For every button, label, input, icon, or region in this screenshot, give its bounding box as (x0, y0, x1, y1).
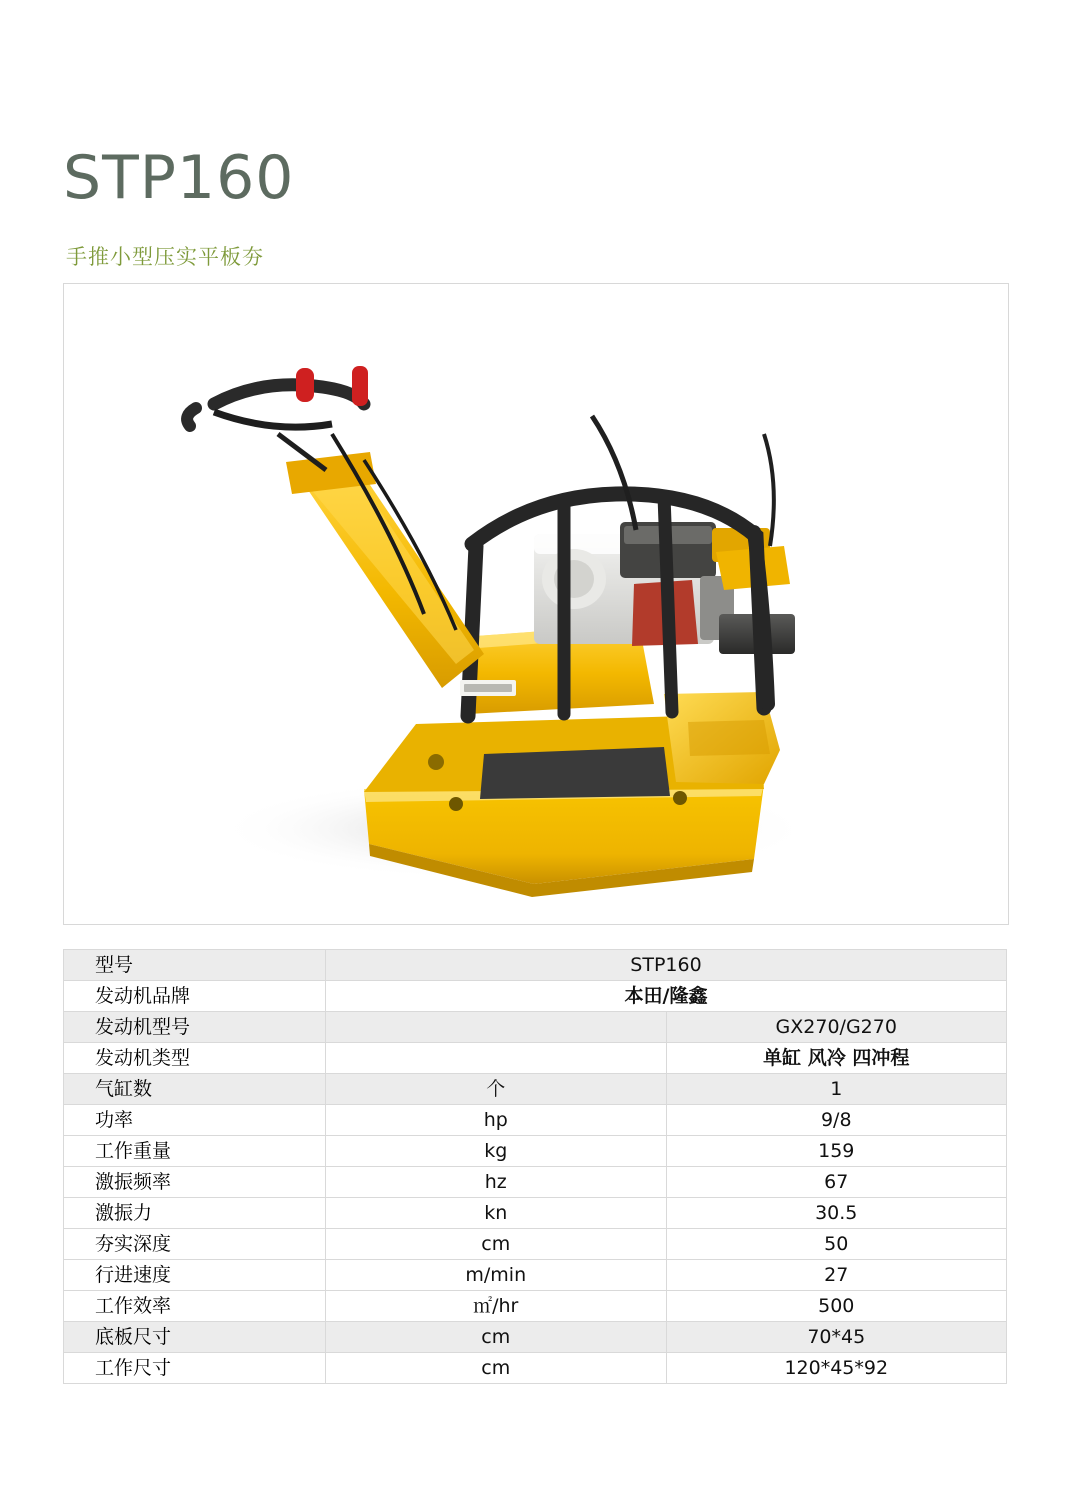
table-row (64, 1198, 1007, 1229)
spec-value: 30.5 (666, 1198, 1007, 1229)
table-row (64, 1353, 1007, 1384)
spec-value: 本田/隆鑫 (326, 981, 1007, 1012)
spec-value: 单缸 风冷 四冲程 (666, 1043, 1007, 1074)
plate-compactor-photo (64, 284, 1008, 924)
spec-value: 50 (666, 1229, 1007, 1260)
table-row (64, 1105, 1007, 1136)
spec-label: 发动机类型 (64, 1043, 326, 1074)
product-image-frame (63, 283, 1009, 925)
spec-label: 发动机型号 (64, 1012, 326, 1043)
specification-table (63, 949, 1007, 1384)
table-row (64, 981, 1007, 1012)
spec-label: 发动机品牌 (64, 981, 326, 1012)
spec-unit: kn (326, 1198, 667, 1229)
spec-value: 27 (666, 1260, 1007, 1291)
table-row (64, 1260, 1007, 1291)
spec-unit (326, 1043, 667, 1074)
spec-unit: m/min (326, 1260, 667, 1291)
spec-unit: 个 (326, 1074, 667, 1105)
spec-label: 工作尺寸 (64, 1353, 326, 1384)
spec-table-body (64, 950, 1007, 1384)
spec-label: 行进速度 (64, 1260, 326, 1291)
spec-unit: hz (326, 1167, 667, 1198)
table-row (64, 1074, 1007, 1105)
spec-unit: cm (326, 1229, 667, 1260)
spec-unit: hp (326, 1105, 667, 1136)
page-title: STP160 (63, 143, 295, 213)
spec-label: 功率 (64, 1105, 326, 1136)
page-subtitle: 手推小型压实平板夯 (66, 245, 264, 269)
spec-unit: ㎡/hr (326, 1291, 667, 1322)
spec-value: 120*45*92 (666, 1353, 1007, 1384)
spec-value: 159 (666, 1136, 1007, 1167)
spec-unit: cm (326, 1322, 667, 1353)
spec-value: 67 (666, 1167, 1007, 1198)
spec-value: 9/8 (666, 1105, 1007, 1136)
table-row (64, 1322, 1007, 1353)
spec-value: 1 (666, 1074, 1007, 1105)
spec-unit (326, 1012, 667, 1043)
spec-label: 气缸数 (64, 1074, 326, 1105)
table-row (64, 1043, 1007, 1074)
spec-value: STP160 (326, 950, 1007, 981)
spec-unit: cm (326, 1353, 667, 1384)
spec-value: 70*45 (666, 1322, 1007, 1353)
spec-unit: kg (326, 1136, 667, 1167)
table-row (64, 1229, 1007, 1260)
spec-label: 夯实深度 (64, 1229, 326, 1260)
spec-value: GX270/G270 (666, 1012, 1007, 1043)
spec-label: 底板尺寸 (64, 1322, 326, 1353)
spec-value: 500 (666, 1291, 1007, 1322)
spec-label: 激振频率 (64, 1167, 326, 1198)
table-row (64, 950, 1007, 981)
table-row (64, 1136, 1007, 1167)
spec-label: 型号 (64, 950, 326, 981)
table-row (64, 1167, 1007, 1198)
spec-label: 激振力 (64, 1198, 326, 1229)
table-row (64, 1291, 1007, 1322)
table-row (64, 1012, 1007, 1043)
spec-label: 工作效率 (64, 1291, 326, 1322)
spec-label: 工作重量 (64, 1136, 326, 1167)
